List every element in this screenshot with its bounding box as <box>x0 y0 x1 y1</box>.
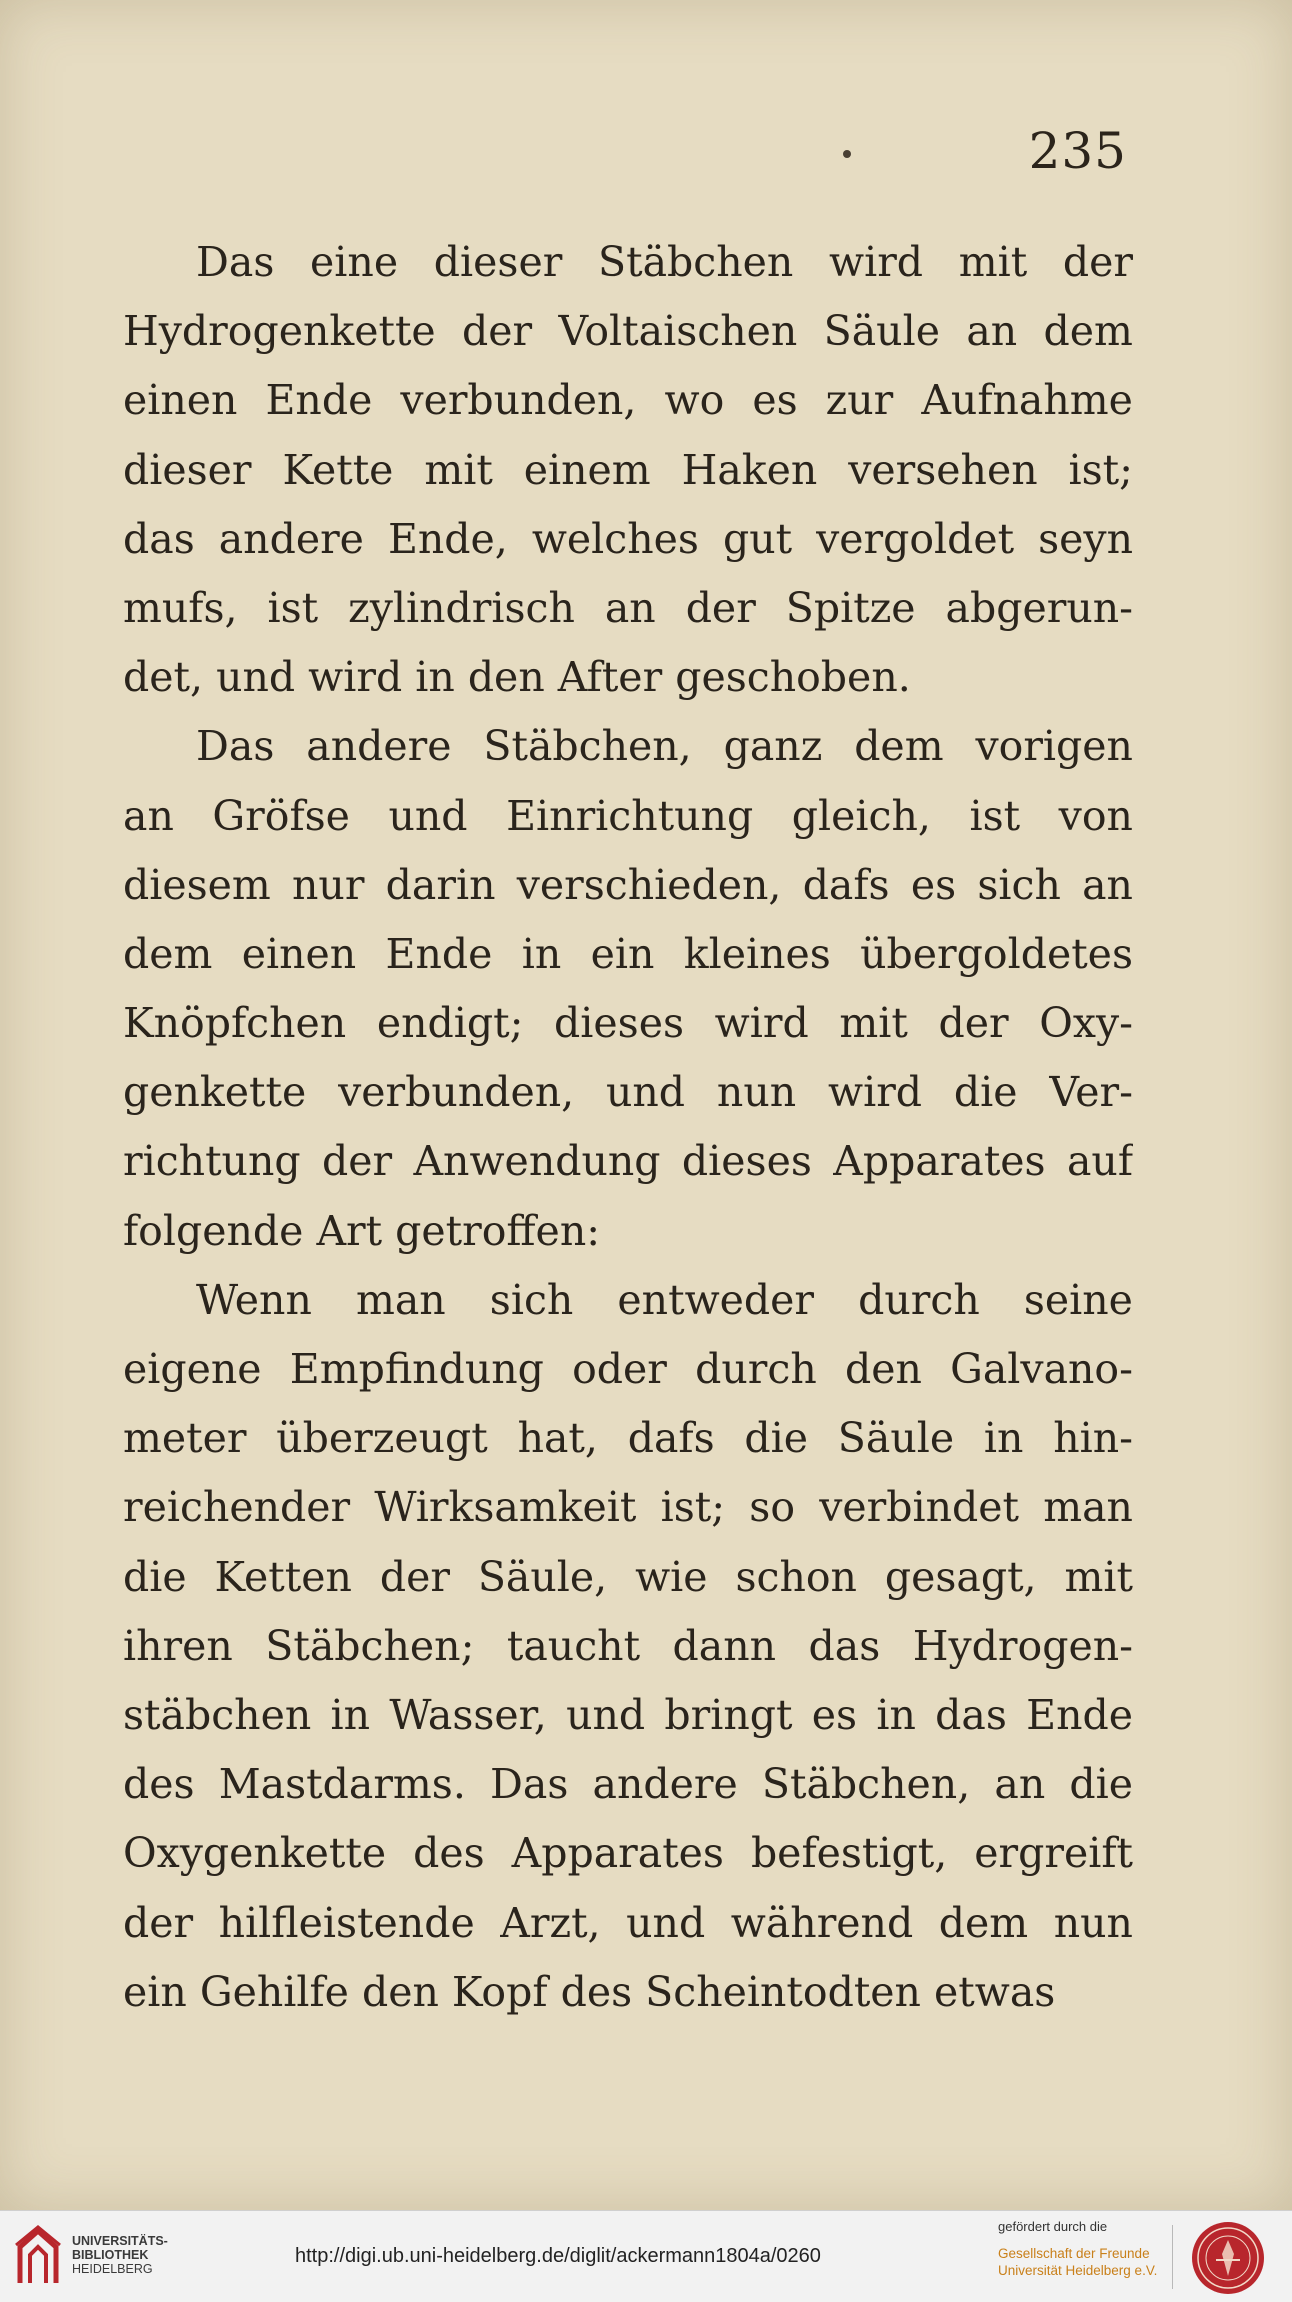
text-line: Oxygenkette des Apparates befestigt, ergreift <box>123 1829 1133 1878</box>
text-line: Hydrogenkette der Voltaischen Säule an dem <box>123 307 1133 356</box>
text-line: Wenn man sich entweder durch seine <box>196 1275 1133 1324</box>
text-line: an Gröfse und Einrichtung gleich, ist von <box>123 791 1133 840</box>
page-number: 235 <box>1028 122 1127 180</box>
text-line: des Mastdarms. Das andere Stäbchen, an die <box>123 1760 1133 1809</box>
university-seal-icon <box>1190 2220 1266 2296</box>
text-line: richtung der Anwendung dieses Apparates auf <box>123 1137 1133 1186</box>
library-name-line1: UNIVERSITÄTS- <box>72 2234 168 2248</box>
text-line: diesem nur darin verschieden, dafs es sich an <box>123 860 1133 909</box>
library-logo-icon <box>14 2225 62 2287</box>
text-line: genkette verbunden, und nun wird die Ver- <box>123 1068 1133 1117</box>
sponsor-name <box>998 2245 1157 2279</box>
text-line: meter überzeugt hat, dafs die Säule in hin- <box>123 1414 1133 1463</box>
text-line: der hilfleistende Arzt, und während dem nun <box>123 1898 1133 1947</box>
text-line: ein Gehilfe den Kopf des Scheintodten etwas <box>123 1967 1056 2016</box>
sponsor-label: gefördert durch die <box>998 2219 1108 2234</box>
text-line: folgende Art getroffen: <box>123 1206 601 1255</box>
text-line: dieser Kette mit einem Haken versehen ist; <box>123 445 1133 494</box>
footer-divider <box>1172 2225 1173 2289</box>
library-name <box>72 2234 168 2276</box>
text-line: reichender Wirksamkeit ist; so verbindet man <box>123 1483 1133 1532</box>
ink-dot <box>843 150 851 158</box>
text-line: ihren Stäbchen; taucht dann das Hydrogen- <box>123 1621 1133 1670</box>
library-name-line3: HEIDELBERG <box>72 2262 153 2276</box>
text-line: stäbchen in Wasser, und bringt es in das Ende <box>123 1690 1133 1739</box>
text-line: eigene Empfindung oder durch den Galvano- <box>123 1345 1133 1393</box>
text-line: Knöpfchen endigt; dieses wird mit der Oxy- <box>123 999 1133 1048</box>
footer-bar <box>0 2210 1292 2302</box>
text-line: die Ketten der Säule, wie schon gesagt, mit <box>123 1552 1133 1601</box>
sponsor-name-line1: Gesellschaft der Freunde <box>998 2246 1150 2261</box>
text-line: Das andere Stäbchen, ganz dem vorigen <box>196 722 1133 771</box>
sponsor-name-line2: Universität Heidelberg e.V. <box>998 2263 1158 2278</box>
text-line: das andere Ende, welches gut vergoldet seyn <box>123 514 1133 563</box>
digitization-url-link[interactable]: http://digi.ub.uni-heidelberg.de/diglit/ackermann1804a/0260 <box>295 2245 821 2267</box>
text-line: det, und wird in den After geschoben. <box>123 653 911 702</box>
text-line: Das eine dieser Stäbchen wird mit der <box>196 238 1133 286</box>
page-text <box>123 228 1133 2027</box>
library-name-line2: BIBLIOTHEK <box>72 2248 149 2262</box>
text-line: mufs, ist zylindrisch an der Spitze abgerun- <box>123 583 1133 632</box>
text-line: dem einen Ende in ein kleines übergoldetes <box>123 929 1133 978</box>
text-line: einen Ende verbunden, wo es zur Aufnahme <box>123 376 1133 425</box>
